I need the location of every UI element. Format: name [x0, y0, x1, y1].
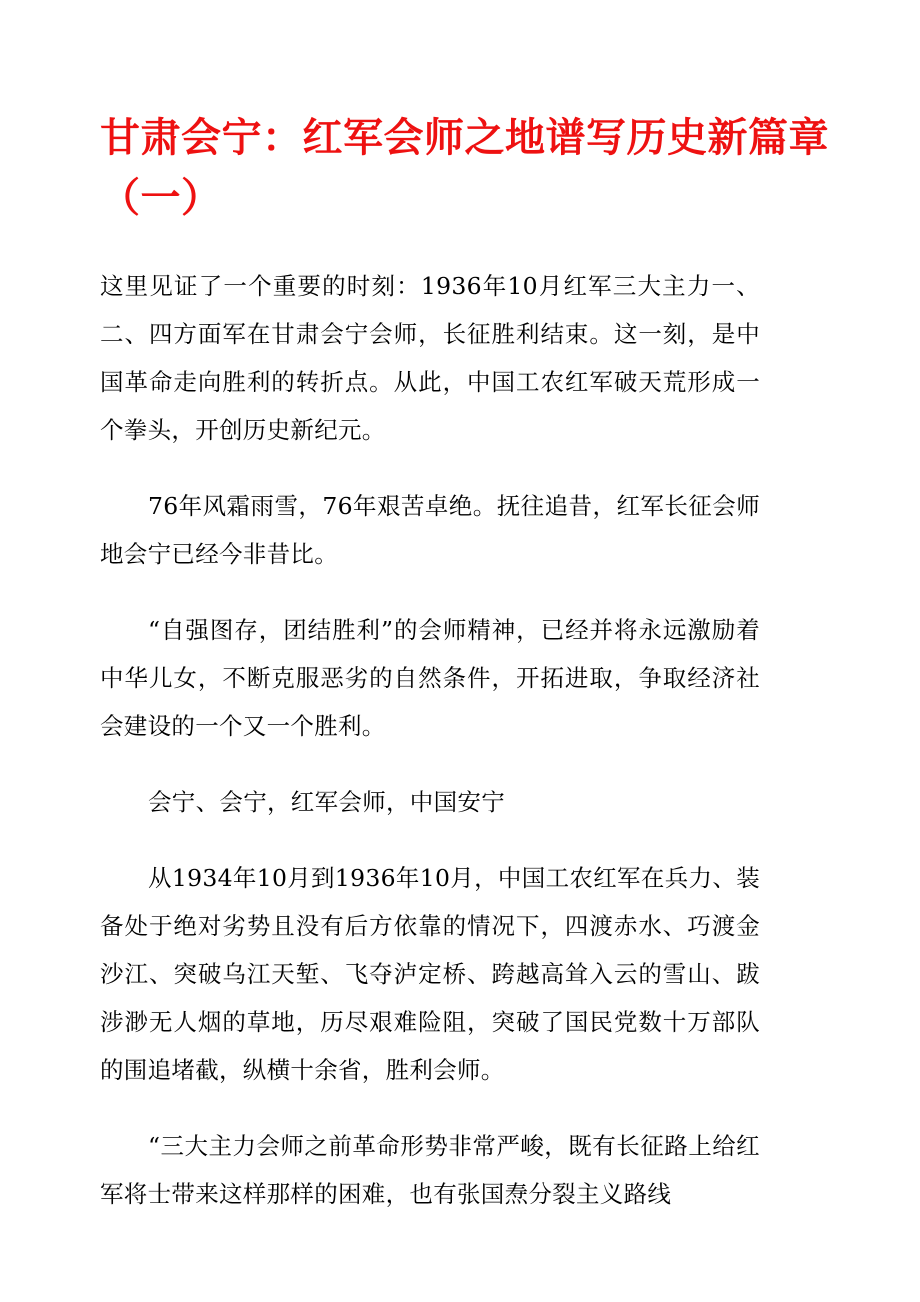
paragraph-long-march: 从1934年10月到1936年10月，中国工农红军在兵力、装备处于绝对劣势且没有后方依靠的情况下，四渡赤水、巧渡金沙江、突破乌江天堑、飞夺泸定桥、跨越高耸入云的雪山、跋涉渺无人烟的草地，历尽艰难险阻，突破了国民党数十万部队的围追堵截，纵横十余省，胜利会师。 [100, 864, 760, 1084]
title-line-1: 甘肃会宁：红军会师之地谱写历史新篇章 [100, 115, 829, 161]
paragraph-spirit: “自强图存，团结胜利”的会师精神，已经并将永远激励着中华儿女，不断克服恶劣的自然条件，开拓进取，争取经济社会建设的一个又一个胜利。 [100, 616, 760, 740]
paragraph-huining-slogan: 会宁、会宁，红军会师，中国安宁 [148, 788, 505, 816]
title-line-2: （一） [100, 175, 222, 221]
paragraph-intro: 这里见证了一个重要的时刻：1936年10月红军三大主力一、二、四方面军在甘肃会宁会师，长征胜利结束。这一刻，是中国革命走向胜利的转折点。从此，中国工农红军破天荒形成一个拳头，开创历史新纪元。 [100, 272, 760, 444]
paragraph-76-years: 76年风霜雨雪，76年艰苦卓绝。抚往追昔，红军长征会师地会宁已经今非昔比。 [100, 492, 760, 568]
paragraph-situation: “三大主力会师之前革命形势非常严峻，既有长征路上给红军将士带来这样那样的困难，也有张国焘分裂主义路线 [100, 1132, 760, 1208]
document-body [100, 262, 760, 1218]
document-title [100, 108, 840, 228]
